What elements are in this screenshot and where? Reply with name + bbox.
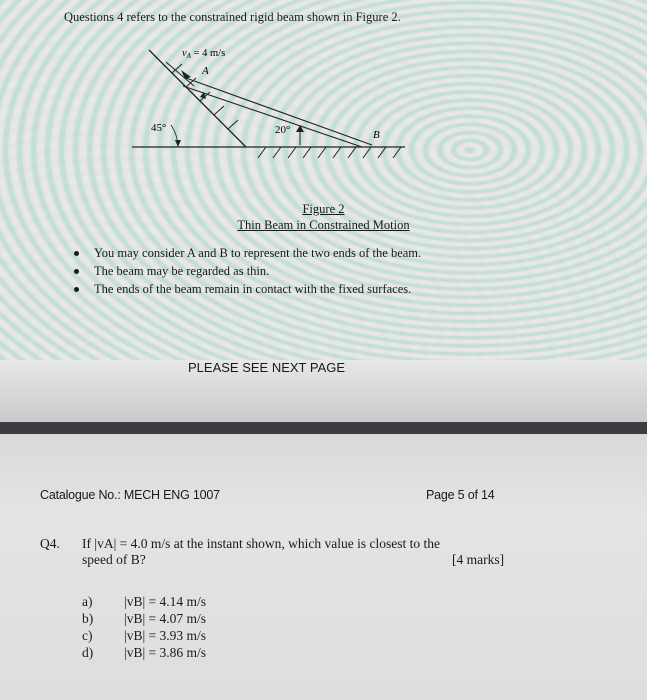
question-number: Q4.: [40, 536, 60, 551]
list-item: [74, 262, 421, 280]
angle-label-left: 45°: [151, 122, 167, 134]
notes-list: [74, 244, 421, 298]
catalogue-number: Catalogue No.: MECH ENG 1007: [40, 488, 220, 502]
option-value: |vB| = 4.07 m/s: [124, 611, 207, 626]
bullet-icon: [74, 287, 79, 292]
bullet-icon: [74, 251, 79, 256]
beam-edge-lower: [183, 86, 362, 147]
option-letter: d): [82, 645, 94, 660]
page-number: Page 5 of 14: [426, 488, 495, 502]
option-value: |vB| = 3.93 m/s: [124, 628, 207, 643]
figure-caption: Thin Beam in Constrained Motion: [237, 218, 410, 232]
note-text: You may consider A and B to represent the two ends of the beam.: [94, 246, 422, 260]
option-value: |vB| = 3.86 m/s: [124, 645, 207, 660]
next-page-notice: PLEASE SEE NEXT PAGE: [188, 360, 346, 375]
option-value: |vB| = 4.14 m/s: [124, 594, 207, 609]
figure-2-diagram: [0, 0, 647, 200]
option-letter: b): [82, 611, 94, 626]
point-b-label: B: [373, 129, 380, 141]
velocity-arrowhead: [181, 70, 191, 79]
list-item: [74, 244, 421, 262]
bullet-icon: [74, 269, 79, 274]
list-item: [74, 280, 421, 298]
figure-number: Figure 2: [302, 202, 345, 216]
option-letter: c): [82, 628, 93, 643]
intro-text: Questions 4 refers to the constrained rigid beam shown in Figure 2.: [64, 10, 401, 24]
note-text: The beam may be regarded as thin.: [94, 264, 270, 278]
ground-hatching: [258, 147, 401, 158]
velocity-label: vA = 4 m/s: [182, 48, 226, 60]
point-a-label: A: [202, 65, 209, 77]
option-letter: a): [82, 594, 93, 609]
angle-left-arrowhead: [175, 140, 181, 147]
angle-right-arrowhead: [296, 125, 304, 132]
question-text-line2: speed of B?: [82, 552, 146, 567]
question-text-line1: If |vA| = 4.0 m/s at the instant shown, which value is closest to the: [82, 536, 440, 551]
question-marks: [4 marks]: [452, 552, 505, 567]
note-text: The ends of the beam remain in contact with the fixed surfaces.: [94, 282, 412, 296]
angle-label-right: 20°: [275, 124, 291, 136]
